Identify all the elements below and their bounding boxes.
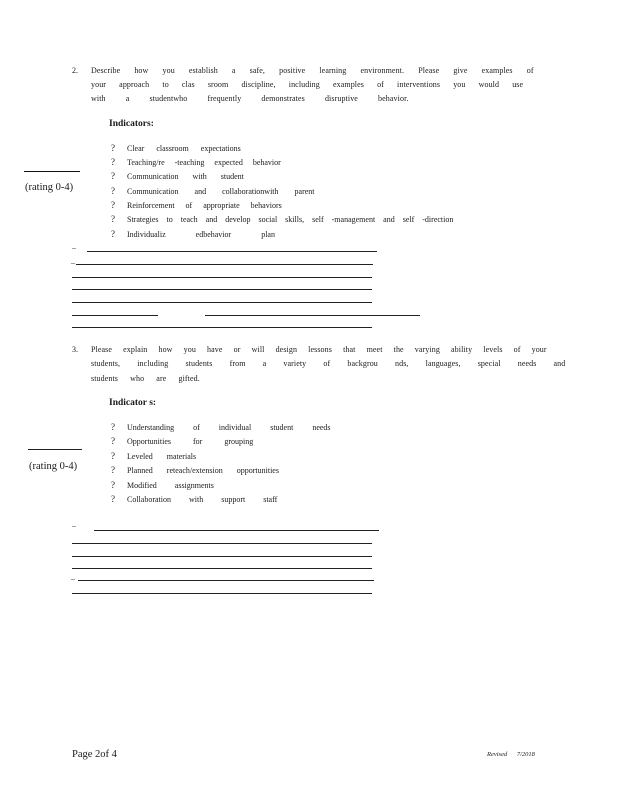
answer-line[interactable] <box>72 315 158 316</box>
line-mark: – <box>71 258 75 267</box>
bullet-icon: ? <box>111 171 115 181</box>
page-number: Page 2of 4 <box>72 749 117 760</box>
answer-line[interactable] <box>72 277 372 278</box>
bullet-icon: ? <box>111 465 115 475</box>
indicators-heading: Indicators: <box>109 119 154 129</box>
answer-line[interactable] <box>72 543 372 544</box>
rating-label: (rating 0-4) <box>25 182 74 193</box>
bullet-icon: ? <box>111 451 115 461</box>
answer-line[interactable] <box>72 327 372 328</box>
indicator-item: Leveled materials <box>127 452 197 461</box>
question-text-line: your approach to clas sroom discipline, including examples of interventions you would use <box>91 80 524 89</box>
question-text-line: students who are gifted. <box>91 374 200 383</box>
revision-date: Revised 7/2018 <box>487 751 535 758</box>
bullet-icon: ? <box>111 186 115 196</box>
indicator-item: Individualiz edbehavior plan <box>127 230 275 239</box>
answer-line[interactable] <box>72 593 372 594</box>
question-number: 3. <box>72 345 78 354</box>
indicators-heading: Indicator s: <box>109 398 157 408</box>
bullet-icon: ? <box>111 480 115 490</box>
bullet-icon: ? <box>111 422 115 432</box>
answer-line[interactable] <box>205 315 420 316</box>
question-text-line: students, including students from a variety of backgrou nds, languages, special needs and <box>91 359 566 368</box>
question-text-line: Describe how you establish a safe, positive learning environment. Please give examples of <box>91 66 534 75</box>
rating-blank[interactable] <box>28 449 82 450</box>
indicator-item: Planned reteach/extension opportunities <box>127 466 279 475</box>
line-mark: _ <box>72 519 76 528</box>
indicator-item: Teaching/re -teaching expected behavior <box>127 158 281 167</box>
answer-line[interactable] <box>72 289 372 290</box>
answer-line[interactable] <box>94 530 379 531</box>
bullet-icon: ? <box>111 157 115 167</box>
bullet-icon: ? <box>111 143 115 153</box>
indicator-item: Reinforcement of appropriate behaviors <box>127 201 282 210</box>
indicator-item: Modified assignments <box>127 481 214 490</box>
line-mark: – <box>71 574 75 583</box>
answer-line[interactable] <box>72 302 372 303</box>
bullet-icon: ? <box>111 200 115 210</box>
indicator-item: Communication with student <box>127 172 244 181</box>
indicator-item: Communication and collaborationwith parent <box>127 187 315 196</box>
bullet-icon: ? <box>111 436 115 446</box>
answer-line[interactable] <box>78 580 374 581</box>
answer-line[interactable] <box>72 556 372 557</box>
line-mark: _ <box>72 241 76 250</box>
answer-line[interactable] <box>72 568 372 569</box>
bullet-icon: ? <box>111 494 115 504</box>
indicator-item: Opportunities for grouping <box>127 437 254 446</box>
answer-line[interactable] <box>87 251 377 252</box>
answer-line[interactable] <box>76 264 373 265</box>
bullet-icon: ? <box>111 214 115 224</box>
rating-label: (rating 0-4) <box>29 461 78 472</box>
question-text-line: with a studentwho frequently demonstrates disruptive behavior. <box>91 94 409 103</box>
indicator-item: Clear classroom expectations <box>127 144 241 153</box>
bullet-icon: ? <box>111 229 115 239</box>
indicator-item: Collaboration with support staff <box>127 495 278 504</box>
question-number: 2. <box>72 66 78 75</box>
indicator-item: Understanding of individual student needs <box>127 423 331 432</box>
indicator-item: Strategies to teach and develop social skills, self -management and self -direction <box>127 215 454 224</box>
question-text-line: Please explain how you have or will design lessons that meet the varying ability levels of your <box>91 345 547 354</box>
rating-blank[interactable] <box>24 171 80 172</box>
